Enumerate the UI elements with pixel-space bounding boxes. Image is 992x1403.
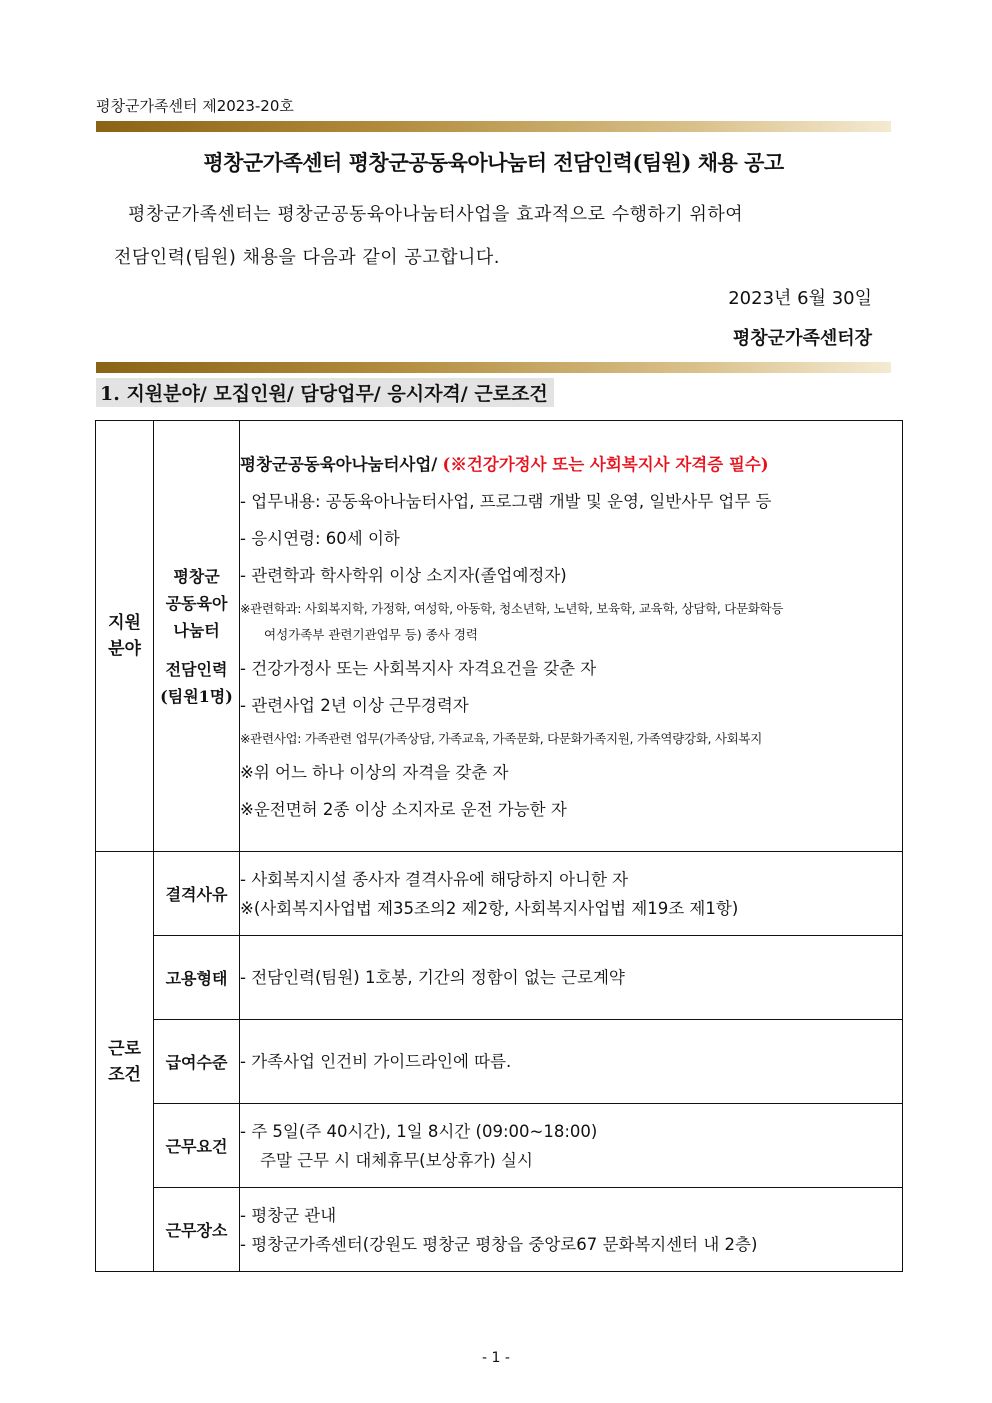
- program-heading: [240, 446, 902, 483]
- duties-line: - 업무내용: 공동육아나눔터사업, 프로그램 개발 및 운영, 일반사무 업무 등: [240, 492, 772, 511]
- gold-divider-middle: [96, 362, 891, 373]
- related-work-note: ※관련사업: 가족관련 업무(가족상담, 가족교육, 가족문화, 다문화가족지원, 가족역량강화, 사회복지: [240, 731, 762, 746]
- category-field-cell: [96, 421, 154, 852]
- program-title: 평창군공동육아나눔터사업/: [240, 455, 438, 474]
- category-field-line1: 지원: [108, 613, 141, 633]
- majors-note-line1: ※관련학과: 사회복지학, 가정학, 여성학, 아동학, 청소년학, 노년학, 보육학, 교육학, 상담학, 다문화학등: [240, 601, 784, 616]
- condition-value: [240, 1104, 903, 1188]
- condition-label: 고용형태: [154, 936, 240, 1020]
- condition-line1: - 주 5일(주 40시간), 1일 8시간 (09:00~18:00): [240, 1121, 598, 1141]
- condition-value: [240, 852, 903, 936]
- position-line1: 평창군: [173, 566, 220, 586]
- category-conditions-line2: 조건: [108, 1064, 141, 1085]
- experience-line: - 관련사업 2년 이상 근무경력자: [240, 696, 469, 715]
- condition-line1: - 사회복지시설 종사자 결격사유에 해당하지 아니한 자: [240, 869, 629, 889]
- table-row-condition: [96, 936, 903, 1020]
- table-row-condition: [96, 852, 903, 936]
- position-line5: (팀원1명): [160, 686, 233, 706]
- field-details-cell: [240, 421, 903, 852]
- page-number: - 1 -: [482, 1350, 510, 1366]
- condition-value: [240, 1188, 903, 1272]
- category-field-line2: 분야: [108, 639, 141, 659]
- table-row-condition: [96, 1188, 903, 1272]
- condition-label: 급여수준: [154, 1020, 240, 1104]
- category-conditions-cell: [96, 852, 154, 1272]
- degree-line: - 관련학과 학사학위 이상 소지자(졸업예정자): [240, 566, 567, 585]
- condition-line1: - 전담인력(팀원) 1호봉, 기간의 정함이 없는 근로계약: [240, 968, 625, 987]
- condition-line2: 주말 근무 시 대체휴무(보상휴가) 실시: [260, 1150, 533, 1170]
- program-requirement: (※건강가정사 또는 사회복지사 자격증 필수): [442, 455, 769, 474]
- position-line4: 전담인력: [165, 659, 228, 679]
- announcement-date: 2023년 6월 30일: [728, 288, 872, 309]
- condition-label: 근무요건: [154, 1104, 240, 1188]
- condition-line1: - 평창군 관내: [240, 1205, 337, 1225]
- position-line3: 나눔터: [173, 620, 220, 640]
- condition-value: [240, 936, 903, 1020]
- position-line2: 공동육아: [165, 593, 228, 613]
- gold-divider-top: [96, 121, 891, 132]
- any-one-line: ※위 어느 하나 이상의 자격을 갖춘 자: [240, 763, 509, 782]
- table-row-condition: [96, 1104, 903, 1188]
- condition-line2: - 평창군가족센터(강원도 평창군 평창읍 중앙로67 문화복지센터 내 2층): [240, 1234, 758, 1254]
- majors-note-line2: 여성가족부 관련기관업무 등) 종사 경력: [264, 627, 478, 642]
- document-number: 평창군가족센터 제2023-20호: [96, 97, 294, 115]
- section-title: 1. 지원분야/ 모집인원/ 담당업무/ 응시자격/ 근로조건: [96, 378, 554, 407]
- condition-value: [240, 1020, 903, 1104]
- position-cell: [154, 421, 240, 852]
- intro-line-1: 평창군가족센터는 평창군공동육아나눔터사업을 효과적으로 수행하기 위하여: [128, 204, 744, 225]
- page-title: 평창군가족센터 평창군공동육아나눔터 전담인력(팀원) 채용 공고: [203, 150, 784, 175]
- condition-line2: ※(사회복지사업법 제35조의2 제2항, 사회복지사업법 제19조 제1항): [240, 898, 739, 918]
- table-row-condition: [96, 1020, 903, 1104]
- recruitment-table: [95, 420, 903, 1272]
- age-line: - 응시연령: 60세 이하: [240, 529, 400, 548]
- category-conditions-line1: 근로: [108, 1038, 141, 1059]
- table-row-field: [96, 421, 903, 852]
- intro-line-2: 전담인력(팀원) 채용을 다음과 같이 공고합니다.: [114, 247, 501, 268]
- condition-label: 근무장소: [154, 1188, 240, 1272]
- condition-label: 결격사유: [154, 852, 240, 936]
- driver-license-line: ※운전면허 2종 이상 소지자로 운전 가능한 자: [240, 800, 567, 819]
- signer: 평창군가족센터장: [732, 328, 872, 349]
- license-line: - 건강가정사 또는 사회복지사 자격요건을 갖춘 자: [240, 659, 597, 678]
- condition-line1: - 가족사업 인건비 가이드라인에 따름.: [240, 1052, 512, 1071]
